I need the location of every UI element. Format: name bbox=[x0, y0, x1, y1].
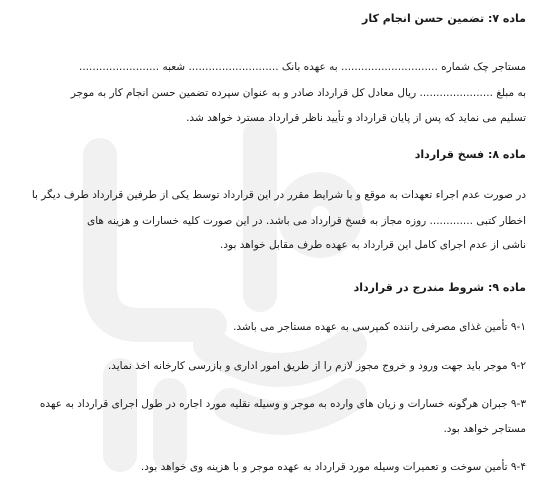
article-7-heading: ماده ۷: تضمین حسن انجام کار bbox=[362, 12, 526, 25]
article-8-heading: ماده ۸: فسخ قرارداد bbox=[414, 148, 526, 161]
watermark-logo bbox=[60, 95, 390, 475]
article-8-line-2: اخطار کتبی ............. روزه مجاز به فسخ قرارداد می باشد. در این صورت کلیه خسارات و هزینه های bbox=[87, 215, 526, 227]
article-7-line-3: تسلیم می نماید که پس از پایان قرارداد و تأیید ناظر قرارداد مسترد خواهد شد. bbox=[186, 112, 526, 124]
article-9-item-4: ۹-۴ تأمین سوخت و تعمیرات وسیله مورد قرارداد به عهده موجر و با هزینه وی خواهد بود. bbox=[140, 461, 526, 473]
article-8-line-1: در صورت عدم اجراء تعهدات به موقع و با شرایط مقرر در این قرارداد توسط یکی از طرفین قرارداد طرف دیگر با bbox=[31, 189, 526, 201]
article-9-item-3-line-1: ۹-۳ جبران هرگونه خسارات و زیان های وارده به موجر و وسیله نقلیه مورد اجاره در طول اجرای قرارداد به عهده bbox=[39, 398, 526, 410]
article-8-line-3: ناشی از عدم اجرای کامل این قرارداد به عهده طرف مقابل خواهد بود. bbox=[220, 239, 526, 251]
article-9-item-1: ۹-۱ تأمین غذای مصرفی راننده کمپرسی به عهده مستاجر می باشد. bbox=[233, 321, 526, 333]
article-7-line-1: مستاجر چک شماره ............................. به عهده بانک ........................... شعبه ........................ bbox=[79, 61, 526, 73]
article-9-item-2: ۹-۲ موجر باید جهت ورود و خروج مجوز لازم را از طریق امور اداری و بازرسی کارخانه اخذ نماید. bbox=[107, 360, 526, 372]
article-9-heading: ماده ۹: شروط مندرج در قرارداد bbox=[353, 281, 526, 294]
article-9-item-3-line-2: مستاجر خواهد بود. bbox=[443, 423, 526, 435]
article-7-line-2: به مبلغ ...................... ریال معادل کل قرارداد صادر و به عنوان سپرده تضمین حسن انجام کار به موجر bbox=[70, 87, 526, 99]
